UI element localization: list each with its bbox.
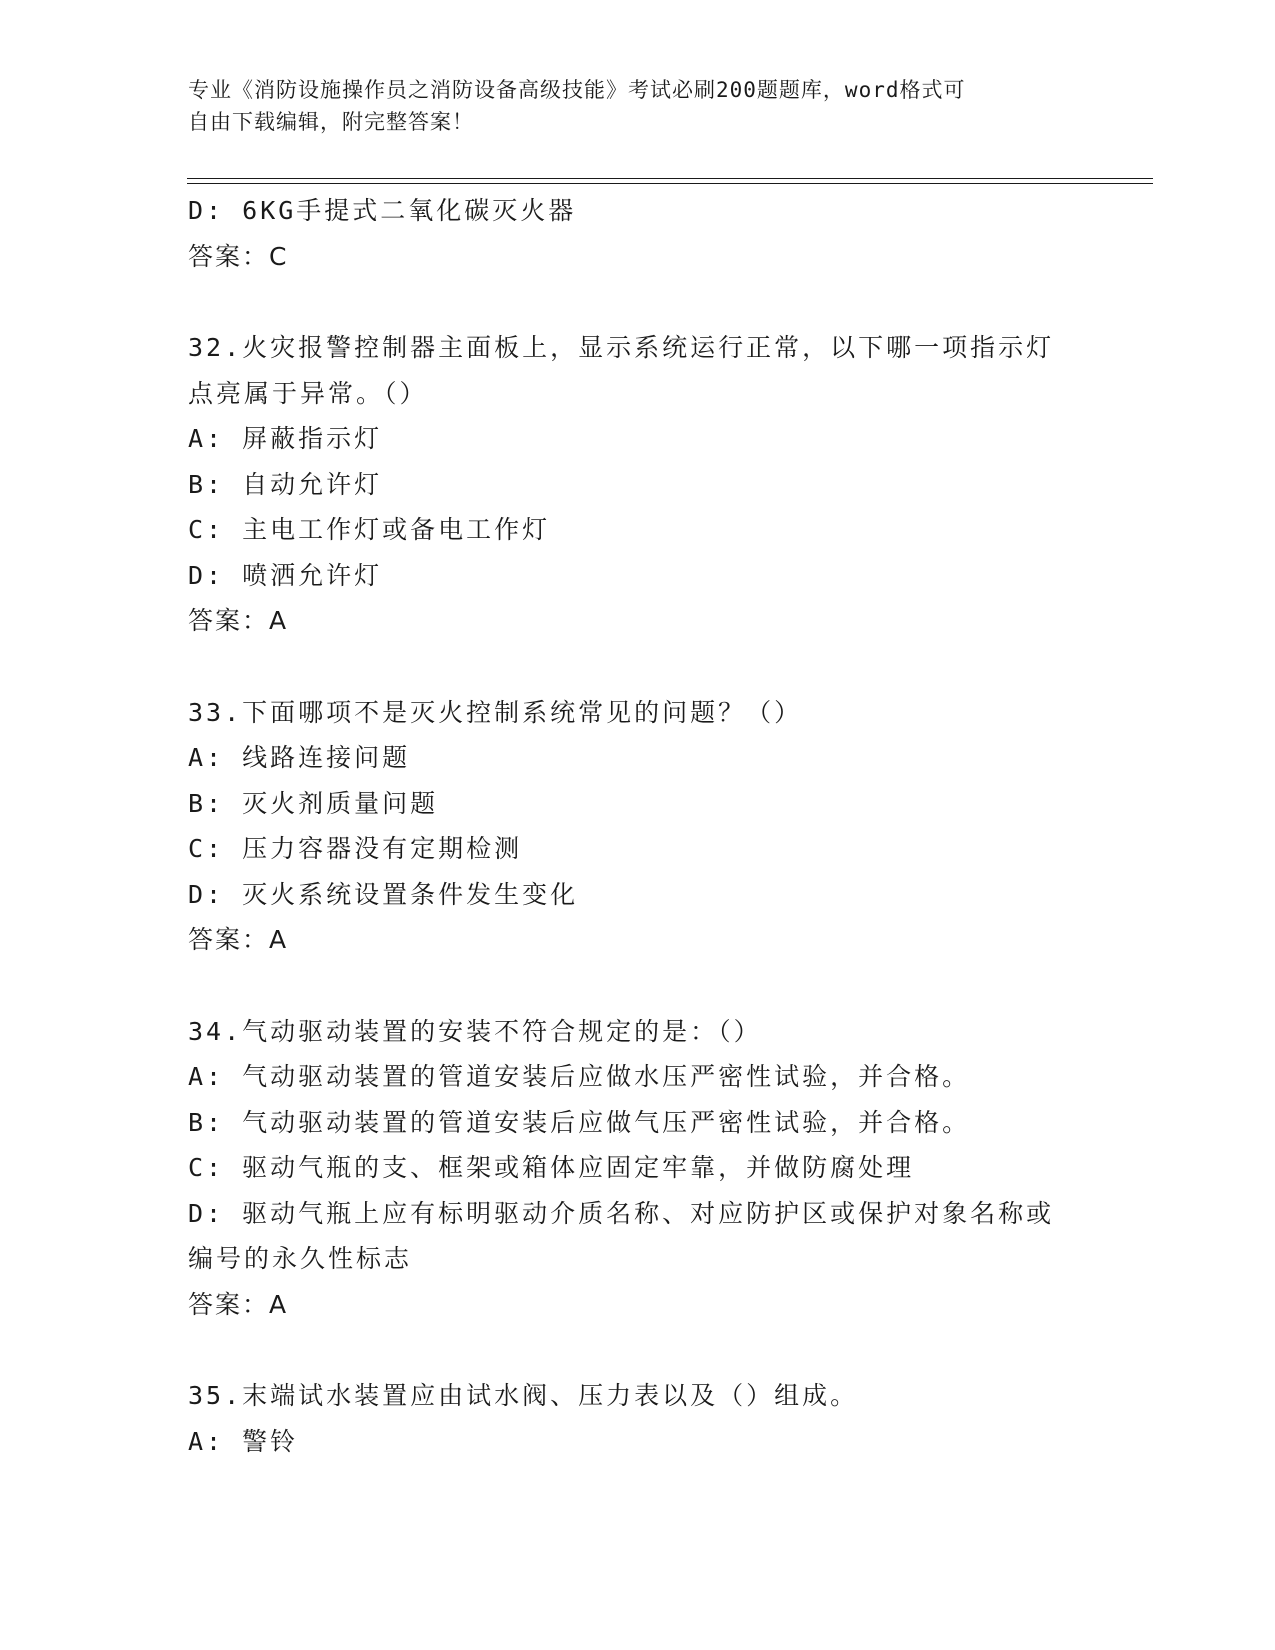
spacer — [188, 644, 1088, 690]
question-stem-continued: 点亮属于异常。（） — [188, 378, 428, 408]
option-d: D: 驱动气瓶上应有标明驱动介质名称、对应防护区或保护对象名称或 — [188, 1198, 1055, 1228]
answer: 答案：A — [188, 606, 289, 635]
question-34 — [188, 1009, 1088, 1328]
spacer — [188, 1327, 1088, 1373]
question-33 — [188, 690, 1088, 963]
option-b: B: 气动驱动装置的管道安装后应做气压严密性试验，并合格。 — [188, 1107, 971, 1137]
question-stem: 33.下面哪项不是灭火控制系统常见的问题？（） — [188, 697, 803, 727]
option-a: A: 警铃 — [188, 1426, 299, 1456]
spacer — [188, 963, 1088, 1009]
answer: 答案：C — [188, 241, 289, 271]
option-b: B: 自动允许灯 — [188, 469, 383, 499]
option-d-continued: 编号的永久性标志 — [188, 1244, 413, 1273]
question-31-tail — [188, 188, 1088, 279]
header-divider-top — [187, 178, 1153, 179]
option-a: A: 屏蔽指示灯 — [188, 424, 383, 453]
option-d: D: 喷洒允许灯 — [188, 560, 383, 590]
answer: 答案：A — [188, 1289, 289, 1319]
option-c: C: 压力容器没有定期检测 — [188, 834, 523, 863]
page-header — [188, 74, 1068, 138]
header-title-line-2: 自由下载编辑，附完整答案！ — [188, 110, 474, 134]
header-title-line-1: 专业《消防设施操作员之消防设备高级技能》考试必刷200题题库，word格式可 — [188, 78, 966, 102]
question-list — [188, 188, 1088, 1464]
header-divider-bottom — [187, 183, 1153, 184]
option-a: A: 线路连接问题 — [188, 743, 411, 772]
question-stem: 35.末端试水装置应由试水阀、压力表以及（）组成。 — [188, 1381, 859, 1410]
question-32 — [188, 325, 1088, 644]
option-d: D: 灭火系统设置条件发生变化 — [188, 879, 579, 909]
option-d: D: 6KG手提式二氧化碳灭火器 — [188, 196, 577, 225]
option-b: B: 灭火剂质量问题 — [188, 788, 439, 818]
spacer — [188, 279, 1088, 325]
answer: 答案：A — [188, 925, 289, 954]
option-c: C: 驱动气瓶的支、框架或箱体应固定牢靠，并做防腐处理 — [188, 1153, 915, 1182]
option-c: C: 主电工作灯或备电工作灯 — [188, 515, 551, 544]
question-stem: 32.火灾报警控制器主面板上，显示系统运行正常，以下哪一项指示灯 — [188, 333, 1055, 362]
question-stem: 34.气动驱动装置的安装不符合规定的是：（） — [188, 1016, 762, 1046]
option-a: A: 气动驱动装置的管道安装后应做水压严密性试验，并合格。 — [188, 1062, 971, 1091]
question-35 — [188, 1373, 1088, 1464]
